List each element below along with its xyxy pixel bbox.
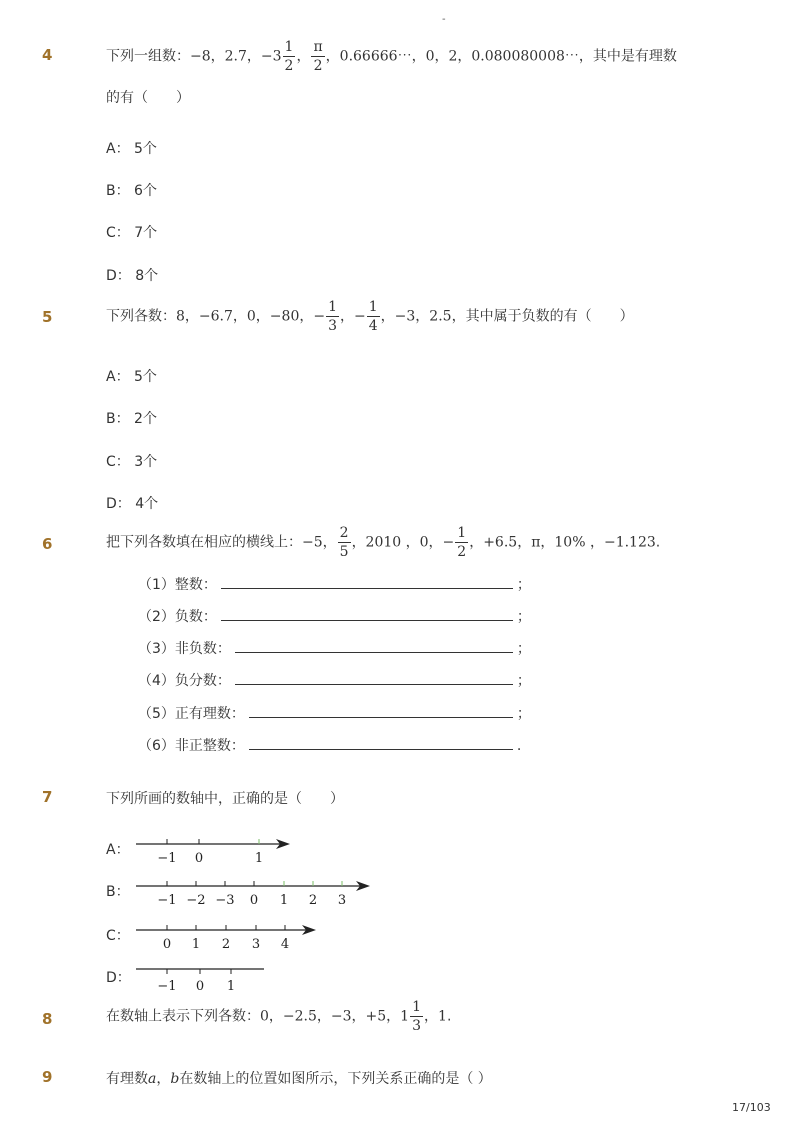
q5-option-c[interactable]: C： 3个: [106, 454, 158, 470]
q5-fraction-2: [367, 300, 380, 333]
q6-items-a: −5，: [302, 534, 337, 551]
axis-a-label: 1: [254, 851, 264, 866]
q9-var-a: a: [148, 1071, 157, 1087]
q6-blank-3-label: （3）非负数：: [138, 641, 231, 657]
axis-a-label: −1: [157, 851, 177, 866]
q7-axis-a: [130, 832, 300, 866]
q4-mixed-fraction: [283, 40, 296, 73]
q6-blank-6: [138, 735, 521, 755]
q8-items-a: 0，−2.5，−3，+5，1: [260, 1008, 410, 1025]
q5-sep: ，−: [340, 308, 366, 325]
axis-c-label: 4: [280, 937, 290, 952]
q7-option-b-label[interactable]: B：: [106, 884, 130, 900]
axis-b-label: −1: [157, 893, 177, 908]
question-number-5: 5: [42, 308, 53, 326]
q4-line2: 的有（ ）: [106, 90, 190, 106]
q5-option-a[interactable]: A： 5个: [106, 369, 157, 385]
q6-blank-2-label: （2）负数：: [138, 609, 217, 625]
q6-f2-num: 1: [457, 525, 467, 541]
q6-blank-2-line[interactable]: [221, 608, 513, 621]
axis-c-label: 3: [251, 937, 261, 952]
q5-f2-den: 4: [368, 318, 378, 334]
q6-blank-4-label: （4）负分数：: [138, 673, 231, 689]
q6-blank-1: [138, 574, 531, 594]
question-6-text: [106, 526, 660, 559]
q5-fraction-1: [326, 300, 339, 333]
axis-b-label: 1: [279, 893, 289, 908]
axis-d-label: −1: [157, 979, 177, 994]
q6-blank-1-line[interactable]: [221, 576, 513, 589]
q4-items-a: −8，2.7，−3: [190, 48, 282, 65]
q9-mid: ，: [156, 1071, 171, 1087]
q6-blank-3-line[interactable]: [235, 640, 513, 653]
q8-lead: 在数轴上表示下列各数：: [106, 1008, 260, 1025]
q5-f1-den: 3: [328, 318, 338, 334]
q6-blank-5-label: （5）正有理数：: [138, 706, 245, 722]
question-number-7: 7: [42, 788, 53, 806]
question-number-8: 8: [42, 1010, 53, 1028]
q9-lead: 有理数: [106, 1071, 148, 1087]
axis-b-label: 0: [249, 893, 259, 908]
question-8-text: [106, 1000, 451, 1033]
axis-b-label: 3: [337, 893, 347, 908]
q4-pi-den: 2: [313, 58, 323, 74]
question-4-text: [106, 40, 677, 73]
q5-items-b: ，−3，2.5: [380, 308, 452, 325]
q6-items-c: ，+6.5，π，10% ，−1.123: [469, 534, 656, 551]
q4-option-c[interactable]: C： 7个: [106, 225, 158, 241]
q6-blank-1-label: （1）整数：: [138, 577, 217, 593]
q4-lead: 下列一组数：: [106, 48, 190, 65]
header-mark: -: [442, 14, 446, 25]
q7-option-c-label[interactable]: C：: [106, 928, 130, 944]
q5-option-b[interactable]: B： 2个: [106, 411, 157, 427]
q4-pi-num: π: [313, 39, 323, 55]
q8-end: .: [446, 1008, 452, 1025]
q6-blank-6-label: （6）非正整数：: [138, 738, 245, 754]
q7-axis-d: [130, 960, 280, 994]
axis-b-label: −2: [186, 893, 206, 908]
question-number-9: 9: [42, 1068, 53, 1086]
q5-tail: ，其中属于负数的有（ ）: [451, 308, 634, 325]
q7-option-a-label[interactable]: A：: [106, 842, 130, 858]
q5-f2-num: 1: [368, 299, 378, 315]
q6-blank-5-line[interactable]: [249, 705, 513, 718]
q6-blank-5: [138, 703, 531, 723]
q4-pi-fraction: [311, 40, 324, 73]
q6-blank-4-end: ；: [516, 673, 531, 689]
q4-mixed-num: 1: [284, 39, 294, 55]
q4-option-a[interactable]: A： 5个: [106, 141, 157, 157]
q4-option-d[interactable]: D： 8个: [106, 268, 159, 284]
q9-var-b: b: [170, 1071, 180, 1087]
q6-blank-4: [138, 670, 531, 690]
q6-fraction-1: [338, 526, 351, 559]
q8-items-b: ，1: [424, 1008, 447, 1025]
q7-option-d-label[interactable]: D：: [106, 970, 131, 986]
axis-d-label: 0: [195, 979, 205, 994]
q4-sep: ，: [296, 48, 311, 65]
q7-axis-b: [130, 874, 380, 908]
axis-c-label: 2: [221, 937, 231, 952]
question-7-text: 下列所画的数轴中，正确的是（ ）: [106, 791, 344, 807]
q5-f1-num: 1: [328, 299, 338, 315]
q6-blank-6-line[interactable]: [249, 737, 513, 750]
q7-axis-c: [130, 918, 330, 952]
q8-mixed-den: 3: [412, 1018, 422, 1034]
q4-mixed-den: 2: [284, 58, 294, 74]
q4-tail: ，其中是有理数: [578, 48, 677, 65]
q8-mixed-num: 1: [412, 999, 422, 1015]
question-number-6: 6: [42, 535, 53, 553]
q6-blank-1-end: ；: [516, 577, 531, 593]
q6-f1-den: 5: [339, 544, 349, 560]
question-5-text: [106, 300, 634, 333]
q6-lead: 把下列各数填在相应的横线上：: [106, 534, 302, 551]
q6-f1-num: 2: [339, 525, 349, 541]
question-9-text: [106, 1068, 492, 1088]
axis-c-label: 0: [162, 937, 172, 952]
q6-blank-2: [138, 606, 531, 626]
axis-b-label: −3: [215, 893, 235, 908]
axis-d-label: 1: [226, 979, 236, 994]
q6-blank-2-end: ；: [516, 609, 531, 625]
q8-mixed-fraction: [410, 1000, 423, 1033]
page-number: 17/103: [732, 1101, 771, 1114]
question-number-4: 4: [42, 46, 53, 64]
q6-blank-5-end: ；: [516, 706, 531, 722]
q6-end: .: [655, 534, 661, 551]
q5-lead: 下列各数：: [106, 308, 176, 325]
q6-blank-4-line[interactable]: [235, 672, 513, 685]
axis-b-label: 2: [308, 893, 318, 908]
axis-c-label: 1: [191, 937, 201, 952]
axis-a-label: 0: [194, 851, 204, 866]
q6-f2-den: 2: [457, 544, 467, 560]
q9-tail: 在数轴上的位置如图所示，下列关系正确的是（ ）: [179, 1071, 492, 1087]
q6-items-b: ，2010 ，0，−: [351, 534, 455, 551]
q4-option-b[interactable]: B： 6个: [106, 183, 157, 199]
q4-items-b: ，0.66666⋯，0，2，0.080080008⋯: [325, 48, 579, 65]
q5-option-d[interactable]: D： 4个: [106, 496, 159, 512]
q6-blank-6-end: .: [516, 738, 522, 754]
q6-blank-3-end: ；: [516, 641, 531, 657]
q6-fraction-2: [455, 526, 468, 559]
q5-items-a: 8，−6.7，0，−80，−: [176, 308, 326, 325]
q6-blank-3: [138, 638, 531, 658]
